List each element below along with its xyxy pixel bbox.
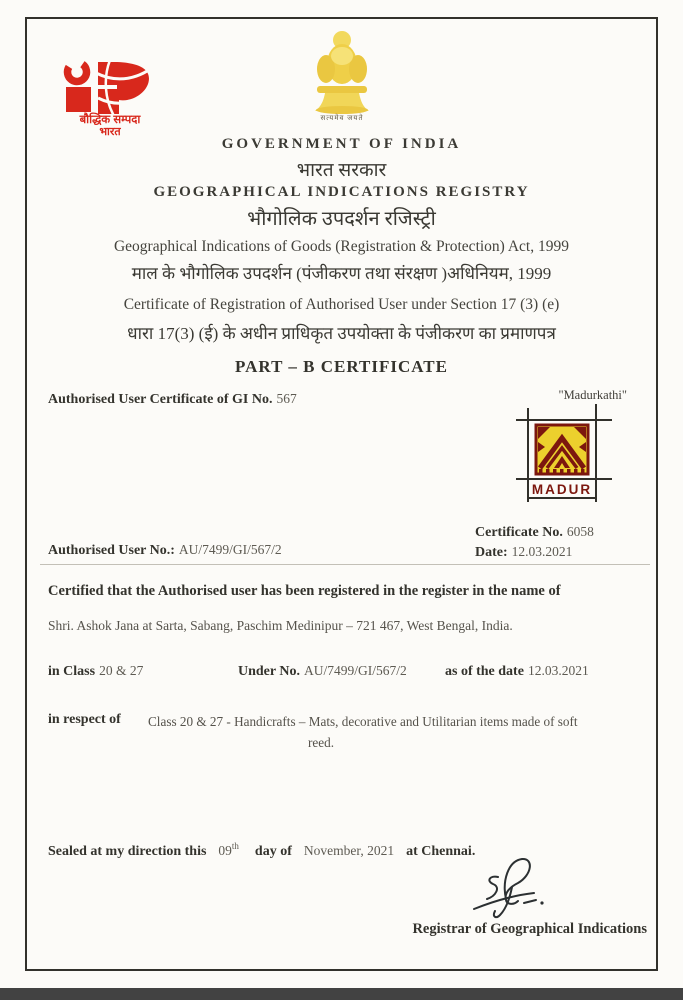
part-b-certificate-title: PART – B CERTIFICATE: [235, 357, 448, 376]
sealed-day: [218, 841, 239, 859]
sealed-label-1: Sealed at my direction this: [48, 843, 207, 859]
national-emblem: [299, 26, 385, 123]
sealed-day-number: 09: [218, 842, 232, 858]
madur-logo: [506, 402, 622, 504]
certificate-no-label: Certificate No.: [475, 525, 563, 540]
authorised-user-no-line: [48, 541, 282, 559]
certificate-no-value: 6058: [566, 524, 594, 539]
authorised-user-no-value: AU/7499/GI/567/2: [178, 542, 282, 557]
sealed-day-suffix: th: [231, 841, 239, 851]
date-label: Date:: [475, 545, 508, 560]
in-respect-of-label: in respect of: [48, 712, 121, 727]
as-of-date-group: [445, 662, 589, 680]
in-class-label: in Class: [48, 664, 96, 679]
ip-india-logo-text: [58, 114, 162, 138]
goods-line1: Class 20 & 27 - Handicrafts – Mats, decorative and Utilitarian items made of soft: [148, 714, 578, 729]
certified-statement: Certified that the Authorised user has been registered in the register in the name of: [48, 583, 561, 599]
certificate-type-line-hindi: धारा 17(3) (ई) के अधीन प्राधिकृत उपयोक्ता के पंजीकरण का प्रमाणपत्र: [127, 324, 556, 343]
date-value: 12.03.2021: [511, 544, 573, 559]
separator-line: [40, 564, 650, 565]
act-title: Geographical Indications of Goods (Registration & Protection) Act, 1999: [113, 238, 569, 255]
ip-logo-line1: बौद्धिक सम्पदा: [79, 114, 141, 126]
registrar-signature: [468, 853, 553, 925]
government-of-india-hindi: भारत सरकार: [296, 160, 387, 181]
gi-certificate-label: Authorised User Certificate of GI No.: [48, 392, 273, 407]
in-class-value: 20 & 27: [99, 663, 144, 678]
emblem-motto: सत्यमेव जयते: [320, 114, 364, 122]
certificate-type-line: Certificate of Registration of Authorised User under Section 17 (3) (e): [123, 296, 560, 313]
under-no-value: AU/7499/GI/567/2: [303, 663, 407, 678]
government-of-india-title: GOVERNMENT OF INDIA: [221, 136, 462, 152]
ashoka-emblem-icon: [299, 26, 385, 114]
certificate-no-line: [475, 522, 594, 542]
sealed-label-2: day of: [254, 843, 292, 859]
registrar-title: Registrar of Geographical Indications: [412, 921, 647, 937]
sealed-month-year: November, 2021: [303, 842, 395, 858]
gi-name-quoted: "Madurkathi": [558, 388, 627, 402]
goods-description: [148, 711, 626, 753]
certificate-no-block: [475, 522, 594, 562]
under-no-group: [238, 662, 407, 680]
sealed-label-3: at Chennai.: [406, 843, 476, 859]
registrant-name-line: Shri. Ashok Jana at Sarta, Sabang, Paschim Medinipur – 721 467, West Bengal, India.: [48, 618, 513, 633]
ip-india-logo: [58, 60, 162, 138]
goods-line2: reed.: [308, 735, 334, 750]
authorised-user-no-label: Authorised User No.:: [48, 543, 175, 558]
gi-certificate-line: [48, 390, 297, 408]
scan-edge-strip: [0, 988, 683, 1000]
gi-number: 567: [276, 391, 297, 406]
under-no-label: Under No.: [238, 664, 300, 679]
registry-title: GEOGRAPHICAL INDICATIONS REGISTRY: [153, 184, 530, 200]
madur-logo-text: MADUR: [531, 482, 593, 497]
as-of-date-label: as of the date: [445, 664, 524, 679]
as-of-date-value: 12.03.2021: [527, 663, 589, 678]
sealed-line: [48, 841, 475, 860]
ip-india-logo-icon: [60, 60, 160, 114]
act-title-hindi: माल के भौगोलिक उपदर्शन (पंजीकरण तथा संरक्षण )अधिनियम, 1999: [131, 264, 552, 283]
in-class-group: [48, 662, 143, 680]
date-line: [475, 542, 594, 562]
registry-title-hindi: भौगोलिक उपदर्शन रजिस्ट्री: [247, 208, 436, 230]
ip-logo-line2: भारत: [99, 126, 121, 138]
